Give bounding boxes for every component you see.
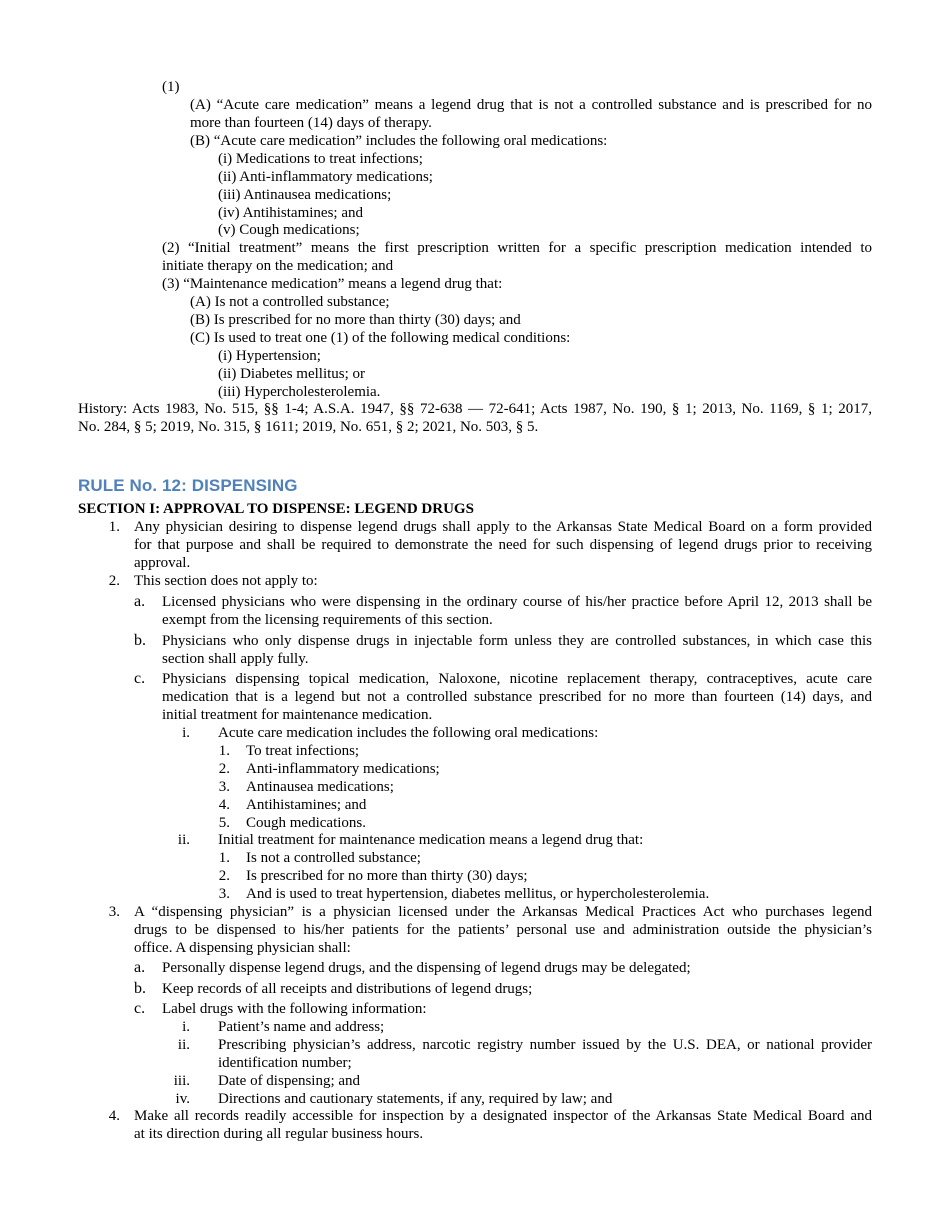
item-number: 4.	[108, 1108, 120, 1124]
item-2a-line1: Licensed physicians who were dispensing in the ordinary course of his/her practice before April 12, 2013 shall be	[162, 594, 872, 610]
item-2b-label: b.	[134, 632, 146, 649]
list-item: (iii) Antinausea medications;	[218, 187, 392, 203]
list-item: (B) Is prescribed for no more than thirty (30) days; and	[190, 312, 521, 328]
para-1a-line2: more than fourteen (14) days of therapy.	[190, 115, 432, 131]
list-item: Prescribing physician’s address, narcotic registry number issued by the U.S. DEA, or national provider	[218, 1037, 872, 1053]
list-item: (iii) Hypercholesterolemia.	[218, 384, 381, 400]
para-3: (3) “Maintenance medication” means a legend drug that:	[162, 276, 503, 292]
item-3c-label: c.	[134, 1000, 146, 1017]
list-item: Is not a controlled substance;	[246, 850, 421, 866]
list-item: Directions and cautionary statements, if any, required by law; and	[218, 1091, 613, 1107]
item-2c-label: c.	[134, 670, 146, 687]
item-1-line2: for that purpose and shall be required to demonstrate the need for such dispensing of legend drugs prior to receiving	[134, 537, 872, 553]
list-number: 3.	[218, 886, 230, 902]
section-heading: SECTION I: APPROVAL TO DISPENSE: LEGEND DRUGS	[78, 501, 474, 517]
item-3b-text: Keep records of all receipts and distributions of legend drugs;	[162, 981, 533, 997]
para-1b: (B) “Acute care medication” includes the following oral medications:	[190, 133, 608, 149]
list-number: 1.	[218, 850, 230, 866]
list-item: Cough medications.	[246, 815, 366, 831]
rule-heading: RULE No. 12: DISPENSING	[78, 476, 298, 495]
list-item: Anti-inflammatory medications;	[246, 761, 440, 777]
item-3-line3: office. A dispensing physician shall:	[134, 940, 351, 956]
item-number: 2.	[108, 573, 120, 589]
item-2c-line1: Physicians dispensing topical medication, Naloxone, nicotine replacement therapy, contraceptives, acute care	[162, 671, 872, 687]
item-2c-line2: medication that is a legend but not a controlled substance prescribed for no more than fourteen (14) days, and	[162, 689, 872, 705]
item-number: 1.	[108, 519, 120, 535]
list-item: (i) Medications to treat infections;	[218, 151, 423, 167]
list-item: And is used to treat hypertension, diabetes mellitus, or hypercholesterolemia.	[246, 886, 710, 902]
para-2-line2: initiate therapy on the medication; and	[162, 258, 394, 274]
list-item: Date of dispensing; and	[218, 1073, 361, 1089]
list-number: 5.	[218, 815, 230, 831]
item-4-line1: Make all records readily accessible for inspection by a designated inspector of the Arkansas State Medical Board and	[134, 1108, 872, 1124]
list-item: To treat infections;	[246, 743, 360, 759]
list-number: iii.	[173, 1073, 190, 1089]
item-2b-line1: Physicians who only dispense drugs in injectable form unless they are controlled substances, in which case this	[162, 633, 872, 649]
item-1-line3: approval.	[134, 555, 191, 571]
list-item: Antihistamines; and	[246, 797, 367, 813]
para-1-label: (1)	[162, 79, 180, 95]
list-number: ii.	[177, 1037, 190, 1053]
item-number: 3.	[108, 904, 120, 920]
list-item: Antinausea medications;	[246, 779, 394, 795]
item-2c-ii-label: ii.	[177, 832, 190, 848]
item-2b-line2: section shall apply fully.	[162, 651, 309, 667]
list-number: 3.	[218, 779, 230, 795]
list-item: (i) Hypertension;	[218, 348, 321, 364]
item-4-line2: at its direction during all regular business hours.	[134, 1126, 424, 1142]
list-number: i.	[182, 1019, 190, 1035]
history-line1: History: Acts 1983, No. 515, §§ 1-4; A.S.A. 1947, §§ 72-638 — 72-641; Acts 1987, No. 190, § 1; 2013, No. 1169, § 1; 2017,	[78, 401, 872, 417]
list-item: (iv) Antihistamines; and	[218, 205, 363, 221]
item-3-line2: drugs to be dispensed to his/her patients for the patients’ personal use and administration outside the physician’s	[134, 922, 872, 938]
list-item: (ii) Anti-inflammatory medications;	[218, 169, 433, 185]
list-item-continued: identification number;	[218, 1055, 352, 1071]
item-2a-line2: exempt from the licensing requirements of this section.	[162, 612, 493, 628]
list-item: Is prescribed for no more than thirty (30) days;	[246, 868, 528, 884]
list-item: Patient’s name and address;	[218, 1019, 385, 1035]
item-2c-i-text: Acute care medication includes the following oral medications:	[218, 725, 599, 741]
item-3a-label: a.	[134, 959, 146, 976]
item-2-text: This section does not apply to:	[134, 573, 318, 589]
item-3a-text: Personally dispense legend drugs, and the dispensing of legend drugs may be delegated;	[162, 960, 691, 976]
list-number: 1.	[218, 743, 230, 759]
item-3-line1: A “dispensing physician” is a physician licensed under the Arkansas Medical Practices Act who purchases legend	[134, 904, 872, 920]
list-item: (A) Is not a controlled substance;	[190, 294, 390, 310]
list-item: (ii) Diabetes mellitus; or	[218, 366, 366, 382]
list-number: iv.	[175, 1091, 190, 1107]
list-item: (v) Cough medications;	[218, 222, 360, 238]
item-2c-i-label: i.	[182, 725, 190, 741]
list-number: 2.	[218, 868, 230, 884]
history-line2: No. 284, § 5; 2019, No. 315, § 1611; 2019, No. 651, § 2; 2021, No. 503, § 5.	[78, 419, 539, 435]
list-number: 2.	[218, 761, 230, 777]
item-2c-ii-text: Initial treatment for maintenance medication means a legend drug that:	[218, 832, 644, 848]
list-item: (C) Is used to treat one (1) of the following medical conditions:	[190, 330, 571, 346]
item-2a-label: a.	[134, 593, 146, 610]
item-3c-text: Label drugs with the following information:	[162, 1001, 427, 1017]
item-2c-line3: initial treatment for maintenance medication.	[162, 707, 433, 723]
list-number: 4.	[218, 797, 230, 813]
para-2-line1: (2) “Initial treatment” means the first prescription written for a specific prescription medication intended to	[162, 240, 872, 256]
item-3b-label: b.	[134, 980, 146, 997]
item-1-line1: Any physician desiring to dispense legend drugs shall apply to the Arkansas State Medical Board on a form provided	[134, 519, 872, 535]
para-1a-line1: (A) “Acute care medication” means a legend drug that is not a controlled substance and is prescribed for no	[190, 97, 872, 113]
